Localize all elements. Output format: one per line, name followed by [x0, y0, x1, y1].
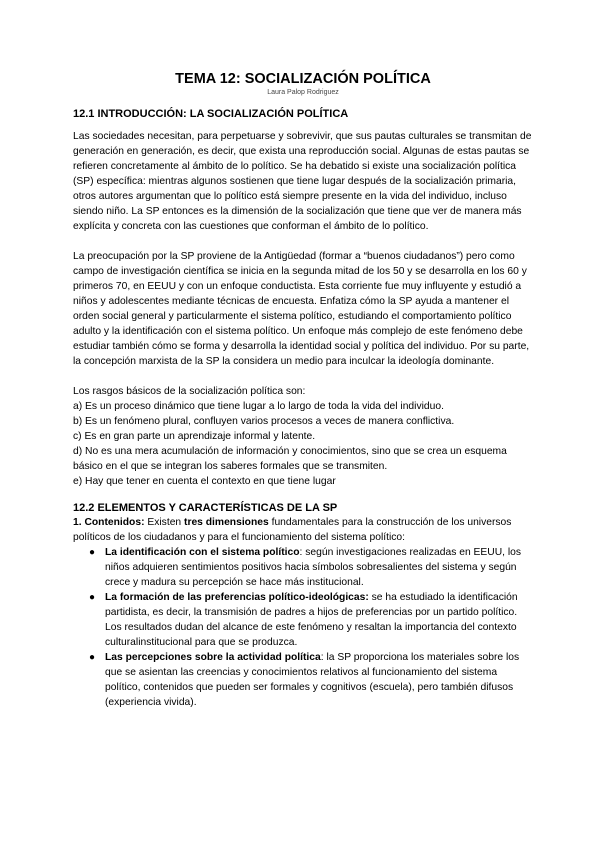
- bullet-text: : la SP proporciona los materiales sobre los que se asientan las creencias y conocimientos relativos al funcionamiento del sistema político, contenidos que pueden ser formales y cognitivos (escuela), pero también difusos (experiencia vivida).: [105, 652, 520, 708]
- list-item: [89, 650, 533, 710]
- intro-paragraph-1: Las sociedades necesitan, para perpetuarse y sobrevivir, que sus pautas culturales se transmitan de generación en generación, es decir, que exista una reproducción social. Algunas de estas pautas se refieren concretamente al ámbito de lo político. Se ha debatido si existe una socialización política (SP) específica: mientras algunos sostienen que tiene lugar después de la socialización primaria, otros autores argumentan que lo político está siempre presente en la vida del individuo, incluso siendo niño. La SP entonces es la dimensión de la socialización que tiene que ver de manera más explícita y concreta con las cuestiones que conforman el ámbito de lo político.: [73, 131, 532, 232]
- bullet-text: : según investigaciones realizadas en EEUU, los niños adquieren sentimientos positivos hacia símbolos sobresalientes del sistema y según crece y madura su percepción se hace más institucional.: [105, 547, 522, 588]
- rasgo-item: e) Hay que tener en cuenta el contexto en que tiene lugar: [73, 476, 336, 487]
- rasgo-item: d) No es una mera acumulación de información y conocimientos, sino que se crea un esquema básico en el que se integran los saberes formales que se transmiten.: [73, 446, 507, 472]
- rasgo-item: c) Es en gran parte un aprendizaje informal y latente.: [73, 431, 316, 442]
- list-item: [89, 545, 533, 590]
- section-heading-elementos: 12.2 ELEMENTOS Y CARACTERÍSTICAS DE LA SP: [73, 502, 338, 514]
- bullet-term: La formación de las preferencias político-ideológicas:: [105, 592, 369, 603]
- bullet-icon: ●: [89, 592, 96, 603]
- document-page: [73, 70, 533, 710]
- author-name: Laura Palop Rodriguez: [267, 89, 339, 96]
- bullet-term: La identificación con el sistema político: [105, 547, 300, 558]
- contenidos-bold-mid: tres dimensiones: [184, 517, 269, 528]
- page-title: TEMA 12: SOCIALIZACIÓN POLÍTICA: [175, 71, 431, 87]
- contenidos-paragraph: [73, 515, 533, 545]
- bullet-icon: ●: [89, 652, 96, 663]
- rasgo-item: b) Es un fenómeno plural, confluyen varios procesos a veces de manera conflictiva.: [73, 416, 455, 427]
- dimensiones-list: [89, 545, 533, 710]
- rasgo-item: a) Es un proceso dinámico que tiene lugar a lo largo de toda la vida del individuo.: [73, 401, 444, 412]
- bullet-text: se ha estudiado la identificación partidista, es decir, la transmisión de padres a hijos de preferencias por un partido político. Los resultados dudan del alcance de este fenómeno y resaltan la importancia del contexto culturalinstitucional para que se produzca.: [105, 592, 518, 648]
- section-heading-introduccion: 12.1 INTRODUCCIÓN: LA SOCIALIZACIÓN POLÍTICA: [73, 108, 349, 120]
- contenidos-text-b: fundamentales para la construcción de los universos políticos de los ciudadanos y para el funcionamiento del sistema político:: [73, 517, 512, 543]
- contenidos-label: 1. Contenidos:: [73, 517, 145, 528]
- list-item: [89, 590, 533, 650]
- contenidos-text-a: Existen: [144, 517, 185, 528]
- bullet-icon: ●: [89, 547, 96, 558]
- rasgos-intro: Los rasgos básicos de la socialización política son:: [73, 386, 306, 397]
- bullet-term: Las percepciones sobre la actividad política: [105, 652, 321, 663]
- intro-paragraph-2: La preocupación por la SP proviene de la Antigüedad (formar a “buenos ciudadanos”) pero como campo de investigación científica se inicia en la segunda mitad de los 50 y se desarrolla en los 60 y primeros 70, en EEUU y con un enfoque conductista. Esta corriente fue muy influyente y estudió a niños y adolescentes mediante técnicas de encuesta. Enfatiza cómo la SP ayuda a mantener el orden social general y particularmente el sistema político, estudiando el comportamiento político adulto y la identificación con el sistema político. Un enfoque más complejo de este fenómeno debe estudiar también cómo se forma y desarrolla la identidad social y política del individuo. Por su parte, la concepción marxista de la SP la considera un medio para inculcar la ideología dominante.: [73, 251, 530, 367]
